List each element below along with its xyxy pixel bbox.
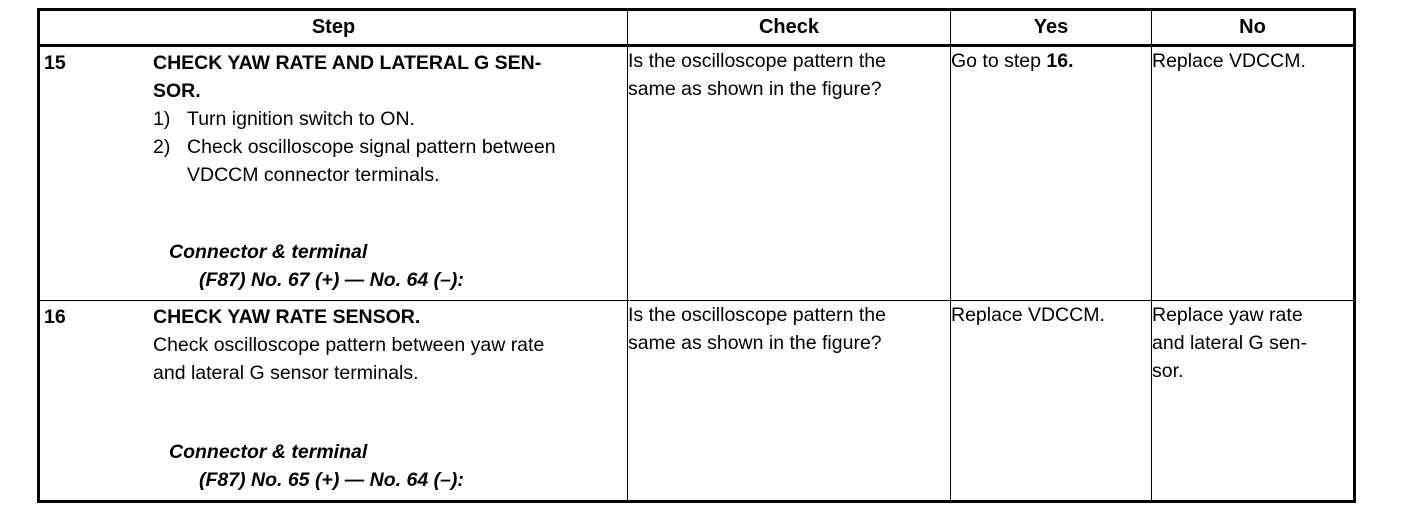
connector-terminal	[169, 238, 464, 294]
step-body	[153, 303, 619, 500]
header-step: Step	[39, 10, 628, 46]
no-text: Replace VDCCM.	[1152, 50, 1306, 72]
check-cell	[628, 301, 951, 502]
step-title-line: CHECK YAW RATE AND LATERAL G SEN-	[153, 52, 542, 74]
diagnostic-table	[37, 8, 1356, 503]
substep-text: Turn ignition switch to ON.	[187, 108, 415, 130]
yes-text: Replace VDCCM.	[951, 304, 1105, 326]
yes-text: Go to step	[951, 50, 1047, 72]
header-yes: Yes	[951, 10, 1152, 46]
header-row	[39, 10, 1355, 46]
no-text-line: and lateral G sen-	[1152, 332, 1308, 354]
no-cell	[1152, 301, 1355, 502]
substep-index: 1)	[153, 108, 171, 130]
check-text-line: Is the oscilloscope pattern the	[628, 304, 886, 326]
connector-terminal	[169, 438, 464, 494]
yes-cell	[951, 301, 1152, 502]
substep-text-line: VDCCM connector terminals.	[187, 164, 440, 186]
step-cell	[39, 46, 628, 301]
step-cell	[39, 301, 628, 502]
substep	[153, 133, 619, 189]
connector-label: Connector & terminal	[169, 241, 368, 263]
yes-step-ref[interactable]: 16.	[1046, 50, 1074, 72]
connector-label: Connector & terminal	[169, 441, 368, 463]
check-text-line: same as shown in the figure?	[628, 332, 882, 354]
table-row	[39, 46, 1355, 301]
yes-cell	[951, 46, 1152, 301]
step-title-line: SOR.	[153, 80, 201, 102]
substep-text	[187, 133, 556, 189]
header-no: No	[1152, 10, 1355, 46]
header-check: Check	[628, 10, 951, 46]
no-text-line: sor.	[1152, 360, 1184, 382]
connector-terminal-spec: (F87) No. 67 (+) — No. 64 (–):	[199, 269, 464, 291]
connector-terminal-spec: (F87) No. 65 (+) — No. 64 (–):	[199, 469, 464, 491]
substep-index: 2)	[153, 136, 171, 158]
table-row	[39, 301, 1355, 502]
substep	[153, 105, 619, 133]
step-body	[153, 49, 619, 300]
step-description	[153, 331, 619, 387]
check-text-line: Is the oscilloscope pattern the	[628, 50, 886, 72]
step-number: 15	[44, 52, 66, 74]
step-description-line: Check oscilloscope pattern between yaw rate	[153, 334, 545, 356]
no-cell	[1152, 46, 1355, 301]
check-cell	[628, 46, 951, 301]
check-text-line: same as shown in the figure?	[628, 78, 882, 100]
no-text-line: Replace yaw rate	[1152, 304, 1303, 326]
step-title: CHECK YAW RATE SENSOR.	[153, 306, 421, 328]
step-description-line: and lateral G sensor terminals.	[153, 362, 419, 384]
step-number: 16	[44, 306, 66, 328]
step-title	[153, 49, 619, 105]
substep-text-line: Check oscilloscope signal pattern between	[187, 136, 556, 158]
